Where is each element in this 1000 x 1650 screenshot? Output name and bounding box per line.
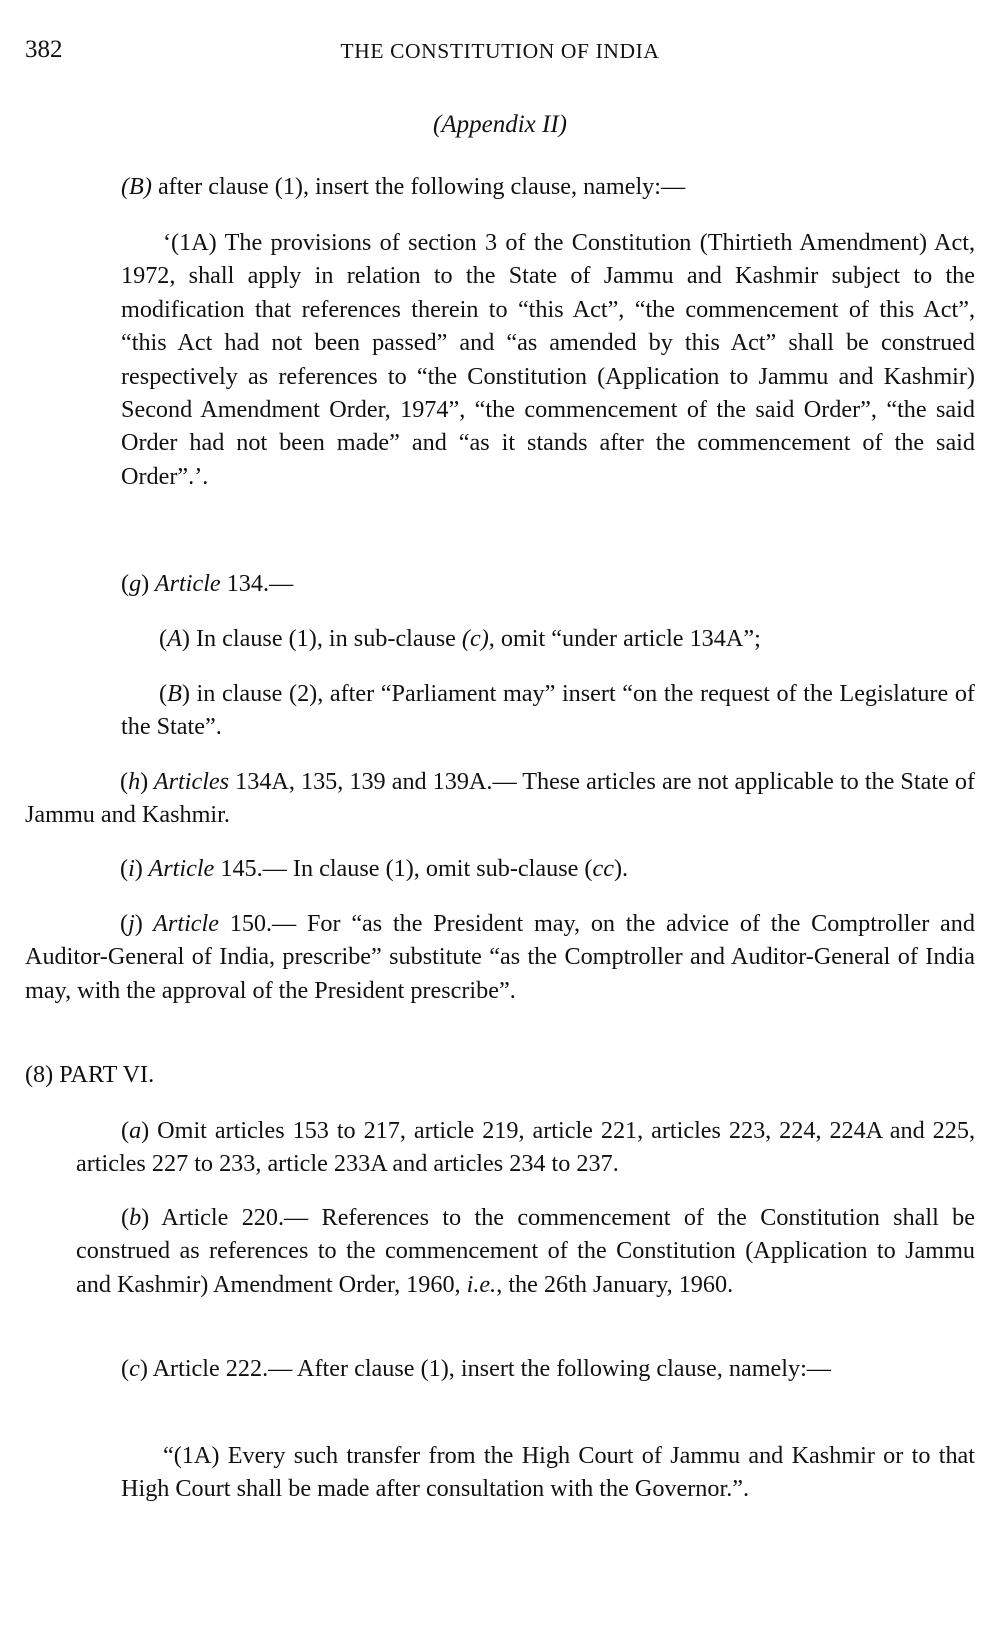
article-134-heading [76, 567, 975, 600]
item-text: Article 222.— After clause (1), insert the following clause, namely:— [147, 1355, 831, 1382]
clause-b-insert [76, 170, 975, 203]
item-abbrev: i.e. [466, 1270, 497, 1298]
sub-label-letter: B [167, 680, 182, 707]
article-150-heading [25, 907, 975, 1007]
article-text: 145.— In clause (1), omit sub-clause ( [214, 855, 593, 882]
part-vi-item-b [76, 1201, 975, 1301]
sub-text-end: , omit “under article 134A”; [488, 625, 761, 652]
article-word: Article [142, 910, 219, 937]
item-label-open: ( [120, 910, 129, 937]
item-label-close: ) [141, 1117, 150, 1144]
item-letter: j [128, 910, 135, 937]
article-145-heading [25, 852, 975, 885]
item-label-open: ( [121, 1204, 130, 1231]
item-label-close: ) [134, 855, 143, 882]
item-label-close: ) [141, 1204, 150, 1231]
item-letter: a [129, 1117, 142, 1144]
sub-text: in clause (2), after “Parliament may” insert “on the request of the Legislature of the State”. [121, 680, 975, 741]
sub-text: In clause (1), in sub-clause [189, 625, 462, 652]
quote-1a-block: ‘(1A) The provisions of section 3 of the Constitution (Thirtieth Amendment) Act, 1972, shall apply in relation to the State of Jammu and Kashmir subject to the modification that references therein to “this Act”, “the commencement of this Act”, “this Act had not been passed” and “as amended by this Act” shall be construed respectively as references to “the Constitution (Application to Jammu and Kashmir) Second Amendment Order, 1974”, “the commencement of the said Order”, “the said Order had not been made” and “as it stands after the commencement of the said Order”.’. [121, 229, 975, 490]
item-label-open: ( [120, 855, 129, 882]
sub-label-close: ) [181, 680, 190, 707]
sub-clause-ref: cc [592, 855, 614, 882]
sub-label-letter: A [167, 625, 182, 652]
articles-134a-heading [25, 765, 975, 832]
clause-text: after clause (1), insert the following clause, namely:— [151, 173, 686, 200]
item-label-close: ) [139, 1355, 148, 1382]
running-title: THE CONSTITUTION OF INDIA [340, 39, 660, 63]
item-text: Omit articles 153 to 217, article 219, article 221, articles 223, 224, 224A and 225, articles 227 to 233, article 233A and articles 234 to 237. [76, 1117, 975, 1178]
part-vi-item-a [76, 1114, 975, 1181]
item-label-close: ) [140, 768, 149, 795]
article-text: 134A, 135, 139 and 139A.— These articles are not applicable to the State of Jammu and Kashmir. [25, 768, 976, 829]
item-letter: g [129, 570, 142, 597]
article-134-sub-b [121, 677, 975, 744]
part-vi-heading: (8) PART VI. [25, 1061, 155, 1088]
item-letter: i [128, 855, 135, 882]
item-label-close: ) [134, 910, 143, 937]
article-text-end: ). [613, 855, 629, 882]
article-text: 150.— For “as the President may, on the advice of the Comptroller and Auditor-General of India, prescribe” substitute “as the Comptroller and Auditor-General of India may, with the approval of the President prescribe”. [25, 910, 975, 1004]
sub-label-open: ( [159, 680, 168, 707]
item-label-open: ( [121, 570, 130, 597]
item-text-end: , the 26th January, 1960. [496, 1270, 734, 1298]
item-text: Article 220.— References to the commencement of the Constitution shall be construed as references to the commencement of the Constitution (Application to Jammu and Kashmir) Amendment Order, 1960, [76, 1204, 975, 1298]
article-word: Article [142, 855, 215, 882]
page-number: 382 [25, 36, 63, 63]
item-label-open: ( [121, 1355, 130, 1382]
clause-label: (B) [121, 173, 152, 200]
item-label-open: ( [120, 768, 129, 795]
article-word: Article [149, 570, 221, 597]
item-letter: h [128, 768, 141, 795]
appendix-label: (Appendix II) [433, 111, 567, 138]
item-letter: c [129, 1355, 140, 1382]
item-label-close: ) [141, 570, 150, 597]
article-134-sub-a [121, 622, 975, 655]
quote-1a-transfer: “(1A) Every such transfer from the High Court of Jammu and Kashmir or to that High Court shall be made after consultation with the Governor.”. [121, 1442, 975, 1503]
part-vi-item-c [76, 1352, 975, 1385]
item-letter: b [129, 1204, 142, 1231]
sub-clause-ref: (c) [461, 625, 489, 652]
item-label-open: ( [121, 1117, 130, 1144]
article-number: 134.— [220, 570, 294, 597]
sub-label-open: ( [159, 625, 168, 652]
article-word: Articles [148, 768, 230, 795]
sub-label-close: ) [181, 625, 190, 652]
